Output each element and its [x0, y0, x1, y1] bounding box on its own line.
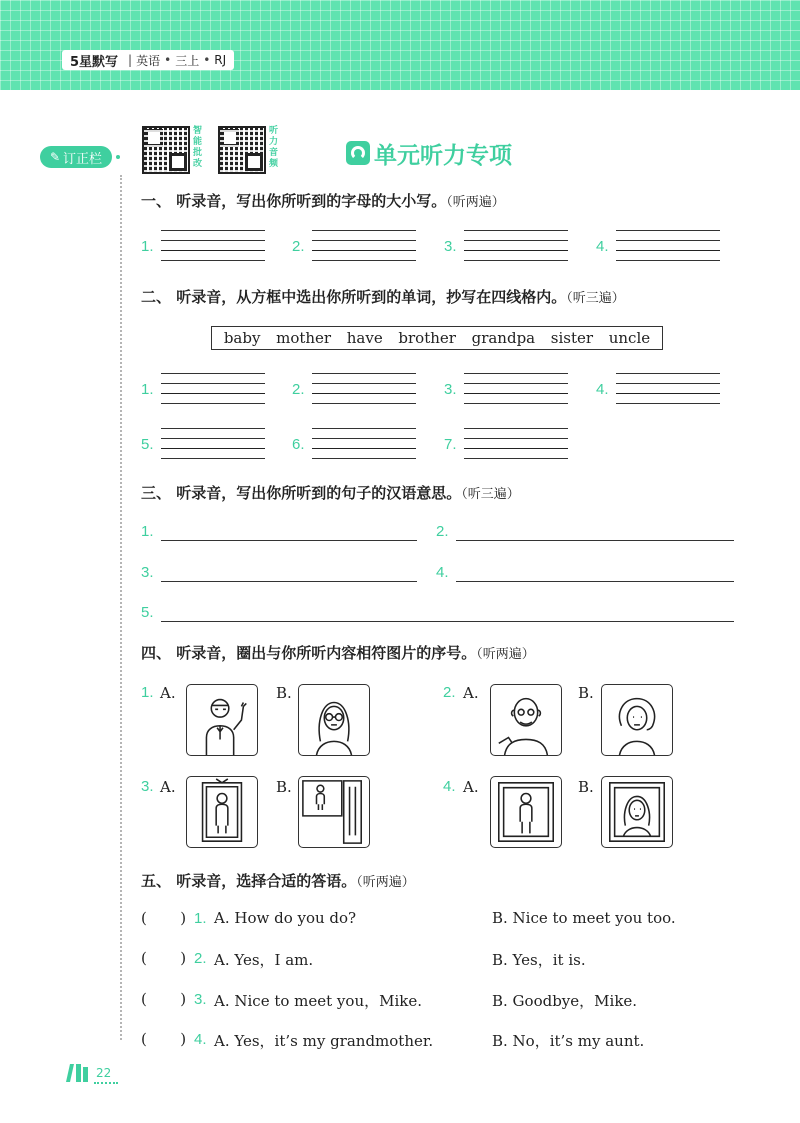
- s3-answer-line-4[interactable]: [456, 581, 734, 582]
- brand-label: 5星默写: [70, 54, 119, 70]
- s2-number-3: 3.: [444, 381, 457, 398]
- s4-q4-option-a: A.: [463, 778, 479, 796]
- word-bank-item: mother: [276, 329, 332, 347]
- edition-label: RJ: [214, 53, 227, 67]
- qr-caption-smart-grading: 智能批改: [193, 126, 203, 169]
- headphone-icon: [346, 141, 370, 165]
- footer-divider: [94, 1082, 118, 1084]
- grade-label: 三上: [175, 53, 200, 68]
- page-number: 22: [96, 1066, 112, 1080]
- s1-number-1: 1.: [141, 238, 154, 255]
- s4-q1-option-b: B.: [276, 684, 292, 702]
- book-tag: 5星默写 | 英语 • 三上 • RJ: [62, 50, 234, 70]
- correction-label: 订正栏: [63, 151, 103, 167]
- s4-number-2: 2.: [443, 684, 456, 701]
- s2-number-5: 5.: [141, 436, 154, 453]
- s5-answer-bracket-1[interactable]: ( ): [141, 909, 187, 927]
- s5-q2-choice-b: B. Yes，it is.: [492, 951, 586, 969]
- section-3-heading: 三、 听录音，写出你所听到的句子的汉语意思。（听三遍）: [141, 484, 520, 502]
- s5-number-2: 2.: [194, 950, 207, 967]
- s4-q2-picture-b-woman-curly-hair[interactable]: [601, 684, 673, 756]
- s4-q2-option-a: A.: [463, 684, 479, 702]
- s1-writing-lines-1[interactable]: [161, 230, 265, 260]
- s5-answer-bracket-2[interactable]: ( ): [141, 949, 187, 967]
- s4-q3-picture-b-child-by-window[interactable]: [298, 776, 370, 848]
- header-band: [0, 0, 800, 90]
- word-bank-box: [211, 326, 663, 350]
- s5-q3-choice-b: B. Goodbye，Mike.: [492, 992, 638, 1010]
- subject-label: 英语: [136, 53, 161, 68]
- s5-number-1: 1.: [194, 910, 207, 927]
- s4-number-1: 1.: [141, 684, 154, 701]
- s2-number-2: 2.: [292, 381, 305, 398]
- s2-number-7: 7.: [444, 436, 457, 453]
- s3-answer-line-2[interactable]: [456, 540, 734, 541]
- qr-caption-listening-audio: 听力音频: [269, 126, 279, 169]
- s1-writing-lines-4[interactable]: [616, 230, 720, 260]
- word-bank-item: baby: [223, 329, 261, 347]
- s4-q1-picture-a-man-waving[interactable]: [186, 684, 258, 756]
- s5-number-3: 3.: [194, 991, 207, 1008]
- s2-writing-lines-1[interactable]: [161, 373, 265, 403]
- s2-writing-lines-4[interactable]: [616, 373, 720, 403]
- margin-divider: [120, 175, 122, 1040]
- correction-column-tab: [40, 146, 112, 168]
- books-icon: [64, 1062, 92, 1082]
- s1-writing-lines-2[interactable]: [312, 230, 416, 260]
- s2-writing-lines-7[interactable]: [464, 428, 568, 458]
- s4-q2-option-b: B.: [578, 684, 594, 702]
- s3-number-5: 5.: [141, 604, 154, 621]
- s4-q3-option-a: A.: [160, 778, 176, 796]
- s4-q1-option-a: A.: [160, 684, 176, 702]
- s5-q3-choice-a: A. Nice to meet you，Mike.: [214, 992, 422, 1010]
- word-bank-item: brother: [398, 329, 456, 347]
- s5-q1-choice-b: B. Nice to meet you too.: [492, 909, 676, 927]
- s3-number-1: 1.: [141, 523, 154, 540]
- word-bank-item: have: [346, 329, 383, 347]
- s2-writing-lines-5[interactable]: [161, 428, 265, 458]
- s3-number-2: 2.: [436, 523, 449, 540]
- s4-q3-option-b: B.: [276, 778, 292, 796]
- s5-q4-choice-a: A. Yes，it’s my grandmother.: [214, 1032, 434, 1050]
- page-title-text: 单元听力专项: [374, 142, 512, 169]
- s2-number-1: 1.: [141, 381, 154, 398]
- s5-answer-bracket-4[interactable]: ( ): [141, 1030, 187, 1048]
- s4-q4-option-b: B.: [578, 778, 594, 796]
- s2-writing-lines-2[interactable]: [312, 373, 416, 403]
- s4-q2-picture-a-grandpa[interactable]: [490, 684, 562, 756]
- section-4-heading: 四、 听录音，圈出与你所听内容相符图片的序号。（听两遍）: [141, 644, 535, 662]
- pencil-icon: ✎: [49, 150, 61, 164]
- s5-number-4: 4.: [194, 1031, 207, 1048]
- page-title: [346, 138, 512, 168]
- s4-q3-picture-a-framed-child[interactable]: [186, 776, 258, 848]
- qr-code-smart-grading[interactable]: [142, 126, 190, 174]
- word-bank-item: grandpa: [471, 329, 536, 347]
- qr-code-listening-audio[interactable]: [218, 126, 266, 174]
- s1-number-4: 4.: [596, 238, 609, 255]
- s2-writing-lines-6[interactable]: [312, 428, 416, 458]
- s1-number-2: 2.: [292, 238, 305, 255]
- s5-q1-choice-a: A. How do you do?: [214, 909, 357, 927]
- s3-number-4: 4.: [436, 564, 449, 581]
- s4-q1-picture-b-woman-glasses[interactable]: [298, 684, 370, 756]
- s4-number-3: 3.: [141, 778, 154, 795]
- s4-q4-picture-a-framed-boy[interactable]: [490, 776, 562, 848]
- s1-number-3: 3.: [444, 238, 457, 255]
- s5-q2-choice-a: A. Yes，I am.: [214, 951, 314, 969]
- s5-q4-choice-b: B. No，it’s my aunt.: [492, 1032, 645, 1050]
- s3-answer-line-5[interactable]: [161, 621, 734, 622]
- s3-answer-line-1[interactable]: [161, 540, 417, 541]
- s5-answer-bracket-3[interactable]: ( ): [141, 990, 187, 1008]
- section-2-heading: 二、 听录音，从方框中选出你所听到的单词，抄写在四线格内。（听三遍）: [141, 288, 625, 306]
- section-1-heading: 一、 听录音，写出你所听到的字母的大小写。（听两遍）: [141, 192, 505, 210]
- s3-number-3: 3.: [141, 564, 154, 581]
- s4-number-4: 4.: [443, 778, 456, 795]
- word-bank-item: sister: [550, 329, 594, 347]
- s2-number-6: 6.: [292, 436, 305, 453]
- s2-number-4: 4.: [596, 381, 609, 398]
- s3-answer-line-3[interactable]: [161, 581, 417, 582]
- s4-q4-picture-b-framed-woman[interactable]: [601, 776, 673, 848]
- word-bank-item: uncle: [608, 329, 651, 347]
- s1-writing-lines-3[interactable]: [464, 230, 568, 260]
- section-5-heading: 五、 听录音，选择合适的答语。（听两遍）: [141, 872, 415, 890]
- s2-writing-lines-3[interactable]: [464, 373, 568, 403]
